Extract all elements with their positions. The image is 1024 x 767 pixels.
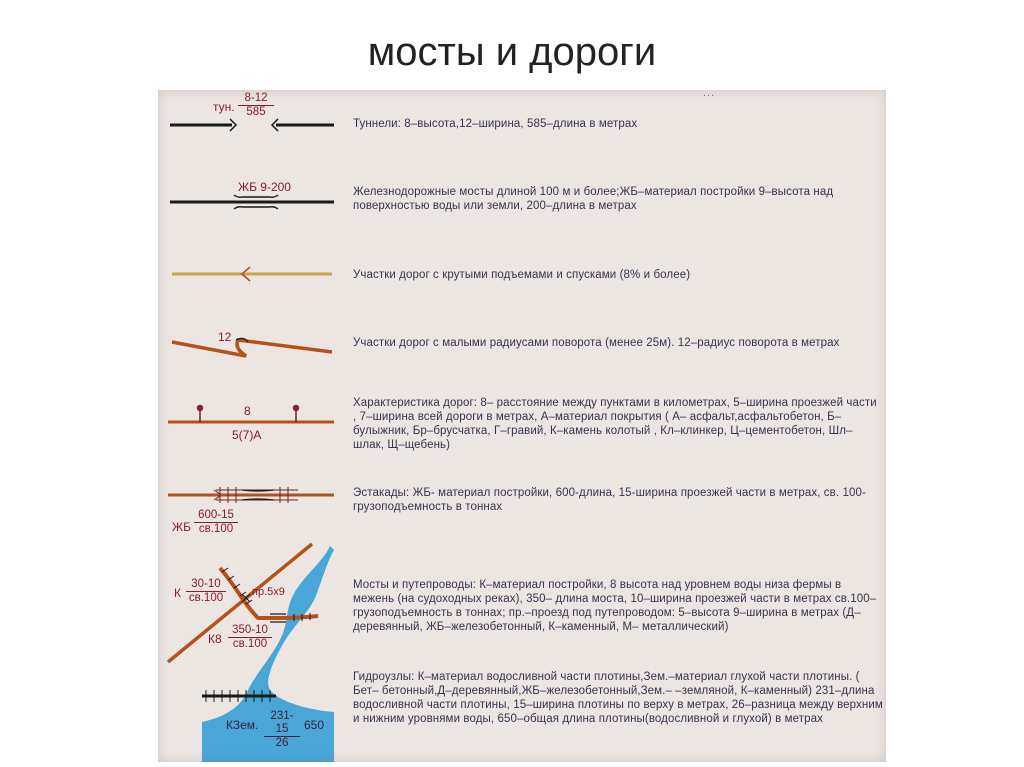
desc-overpasses: Эстакады: ЖБ- материал постройки, 600-длина, 15-ширина проезжей части в метрах, св. 100-грузоподъемность в тоннах — [353, 487, 866, 513]
railway-bridge-label: ЖБ 9-200 — [238, 180, 291, 194]
dam-fraction-top: 231-15 — [264, 710, 300, 737]
overpass-fraction-top: 600-15 — [194, 509, 238, 523]
desc-railway-bridges: Железнодорожные мосты длиной 100 м и более;ЖБ–материал постройки 9–высота над поверхностью воды или земли, 200–длина в метрах — [353, 186, 834, 212]
dam-total-length: 650 — [304, 718, 325, 732]
tunnel-fraction — [238, 92, 274, 119]
desc-steep-roads: Участки дорог с крутыми подъемами и спусками (8% и более) — [353, 269, 691, 281]
legend-scan — [158, 90, 886, 762]
overpass-fraction — [194, 509, 238, 536]
railway-bridge-symbol — [170, 195, 334, 209]
bridge-a-fraction — [186, 578, 226, 605]
sharp-turn-road-symbol — [172, 338, 332, 356]
bridge-b-fraction-top: 350-10 — [228, 624, 272, 638]
overpass-label: ЖБ — [172, 520, 191, 534]
dam-label: КЗем. — [226, 718, 259, 732]
desc-sharp-turns: Участки дорог с малыми радиусами поворота (менее 25м). 12–радиус поворота в метрах — [353, 337, 840, 349]
bridge-b-label: К8 — [208, 632, 222, 646]
bridge-a-fraction-top: 30-10 — [186, 578, 226, 592]
road-width-label: 5(7)А — [232, 428, 262, 442]
road-characteristics-symbol — [168, 405, 334, 422]
tunnel-symbol — [170, 119, 334, 131]
tunnel-fraction-top: 8-12 — [238, 92, 274, 106]
road-distance-label: 8 — [244, 404, 251, 418]
desc-road-characteristics: Характеристика дорог: 8– расстояние между пунктами в километрах, 5–ширина проезжей части , 7–ширина всей дороги в метрах, А–материал покрытия ( А– асфальт,асфальтобетон, Б–булыжник, Бр–брусчатка, Г–гравий, К–камень колотый , Кл–клинкер, Ц–цементобетон, Шл–шлак, Щ–щебень) — [353, 397, 877, 451]
desc-dams: Гидроузлы: К–материал водосливной части плотины,Зем.–материал глухой части плотины. ( Бет– бетонный,Д–деревянный,ЖБ–железобетонный,Зем.– –земляной, К–каменный) 231–длина водосливной части плотины, 15–ширина плотины по верху в метрах, 26–разница между верхним и нижним уровнями воды, 650–общая длина плотины(водосливной и глухой) в метрах — [353, 671, 883, 725]
scan-corner-text: ... — [703, 90, 716, 99]
steep-road-symbol — [172, 267, 332, 281]
sharp-turn-label: 12 — [218, 330, 232, 344]
desc-bridges: Мосты и путепроводы: К–материал постройки, 8 высота над уровнем воды низа фермы в межень (на судоходных реках), 350– длина моста, 10–ширина проезжей части в метрах св.100–грузоподъемность в тоннах; пр.–проезд под путепроводом: 5–высота 9–ширина в метрах (Д–деревянный, ЖБ–железобетонный, К–каменный, М– металлический) — [353, 579, 877, 633]
overpass-fraction-bottom: св.100 — [198, 523, 234, 535]
dam-fraction-bottom: 26 — [275, 737, 289, 749]
overpass-passage-label: пр.5х9 — [252, 586, 285, 598]
bridge-a-fraction-bottom: св.100 — [188, 592, 224, 604]
desc-tunnels: Туннели: 8–высота,12–ширина, 585–длина в метрах — [353, 118, 638, 130]
bridge-b-fraction — [228, 624, 272, 651]
dam-fraction — [264, 710, 300, 750]
tunnel-label: тун. — [213, 100, 235, 114]
tunnel-fraction-bottom: 585 — [246, 106, 266, 118]
bridge-b-fraction-bottom: св.100 — [232, 638, 268, 650]
page-title: мосты и дороги — [367, 30, 657, 74]
overpass-symbol — [168, 487, 334, 503]
bridge-a-label: К — [174, 586, 181, 600]
